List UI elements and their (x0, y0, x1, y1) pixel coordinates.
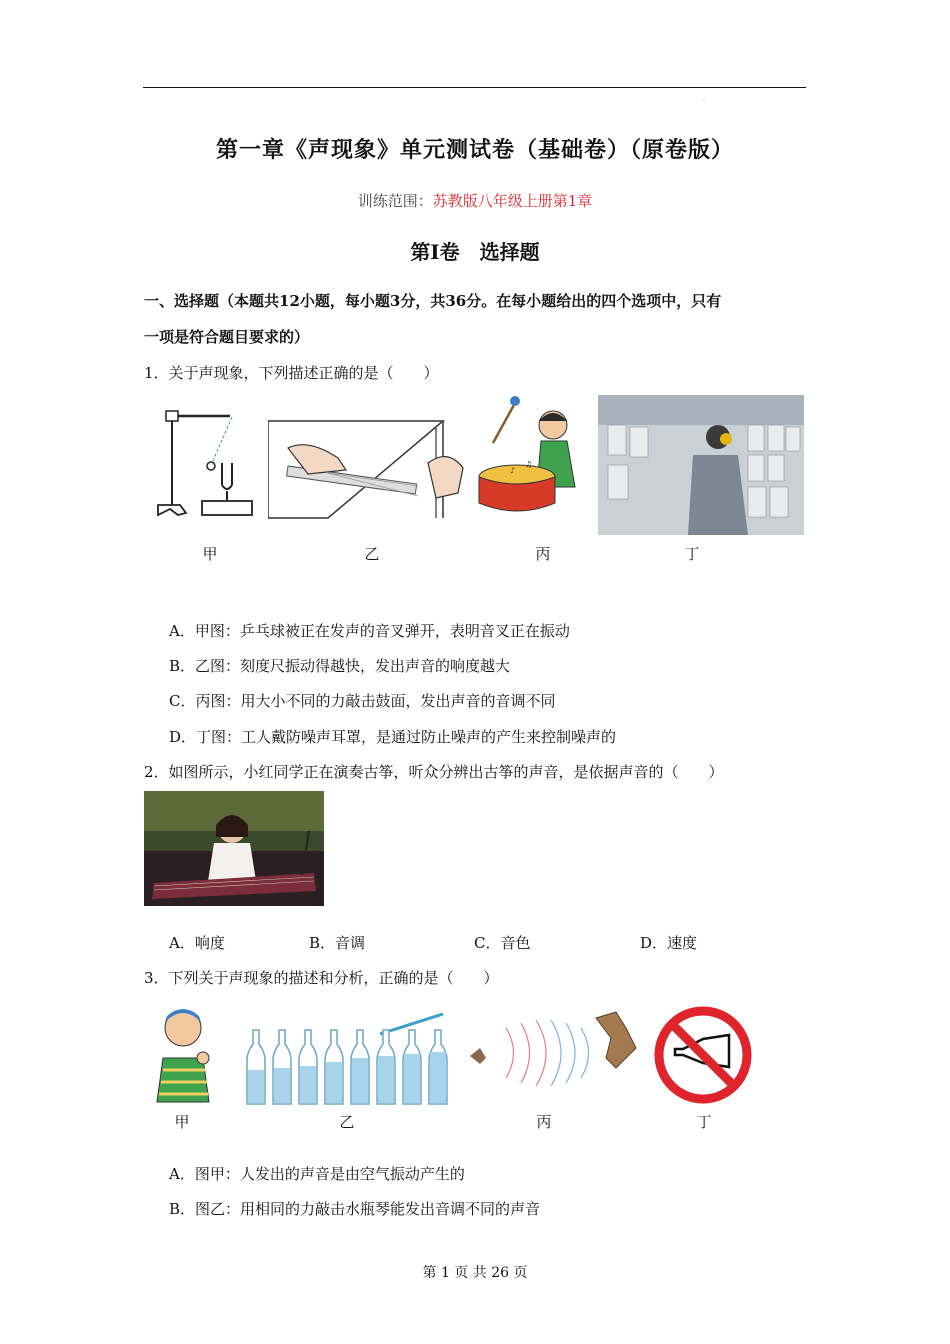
training-range-value: 苏教版八年级上册第1章 (432, 192, 593, 210)
q1-stem: 1．关于声现象，下列描述正确的是（ ） (144, 364, 439, 382)
header-rule (143, 87, 806, 88)
training-range-label: 训练范围： (357, 192, 433, 210)
q1-caption-yi: 乙 (364, 545, 380, 563)
q3-caption-jia: 甲 (174, 1113, 190, 1131)
q1-figure-drum (475, 395, 590, 520)
q3-option-b: B．图乙：用相同的力敲击水瓶琴能发出音调不同的声音 (169, 1200, 541, 1218)
q3-figure-water-bottles (245, 1012, 450, 1108)
svg-text:♪: ♪ (510, 466, 516, 475)
q1-caption-ding: 丁 (684, 545, 700, 563)
q2-option-c: C．音色 (474, 934, 531, 952)
instruction-line-2: 一项是符合题目要求的） (144, 328, 310, 346)
q3-caption-ding: 丁 (696, 1113, 712, 1131)
header-dot: . (703, 96, 705, 103)
q2-figure-guzheng-photo (144, 791, 324, 906)
q1-option-b: B．乙图：刻度尺振动得越快，发出声音的响度越大 (169, 657, 511, 675)
q1-caption-jia: 甲 (202, 545, 218, 563)
section-volume: 第Ⅰ卷 (410, 240, 460, 264)
q3-figure-boy (143, 1000, 223, 1105)
training-range (0, 190, 950, 211)
q3-caption-yi: 乙 (339, 1113, 355, 1131)
q2-option-d: D．速度 (640, 934, 698, 952)
q1-figure-tuning-fork (150, 405, 260, 525)
q3-caption-bing: 丙 (536, 1113, 552, 1131)
q2-option-b: B．音调 (309, 934, 366, 952)
q1-figure-ruler (268, 418, 473, 523)
q1-option-d: D．丁图：工人戴防噪声耳罩，是通过防止噪声的产生来控制噪声的 (169, 728, 617, 746)
q3-option-a: A．图甲：人发出的声音是由空气振动产生的 (169, 1165, 465, 1183)
q1-option-c: C．丙图：用大小不同的力敲击鼓面，发出声音的音调不同 (169, 692, 556, 710)
q2-option-a: A．响度 (169, 934, 225, 952)
page-number-footer: 第 1 页 共 26 页 (422, 1265, 528, 1281)
q3-figure-no-honking-sign (653, 1005, 753, 1105)
section-type: 选择题 (479, 240, 540, 264)
q3-stem: 3．下列关于声现象的描述和分析，正确的是（ ） (144, 969, 499, 987)
svg-text:♫: ♫ (525, 460, 533, 469)
q3-figure-bat-echo (466, 1008, 646, 1098)
q2-stem: 2．如图所示，小红同学正在演奏古筝，听众分辨出古筝的声音，是依据声音的（ ） (144, 763, 724, 781)
q1-option-a: A．甲图：乒乓球被正在发声的音叉弹开，表明音叉正在振动 (169, 622, 570, 640)
page-title: 第一章《声现象》单元测试卷（基础卷）（原卷版） (215, 137, 734, 163)
q1-figure-factory-worker (598, 395, 804, 535)
instruction-line-1: 一、选择题（本题共12小题，每小题3分，共36分。在每小题给出的四个选项中，只有 (144, 292, 722, 310)
q1-caption-bing: 丙 (535, 545, 551, 563)
section-heading (0, 236, 950, 265)
